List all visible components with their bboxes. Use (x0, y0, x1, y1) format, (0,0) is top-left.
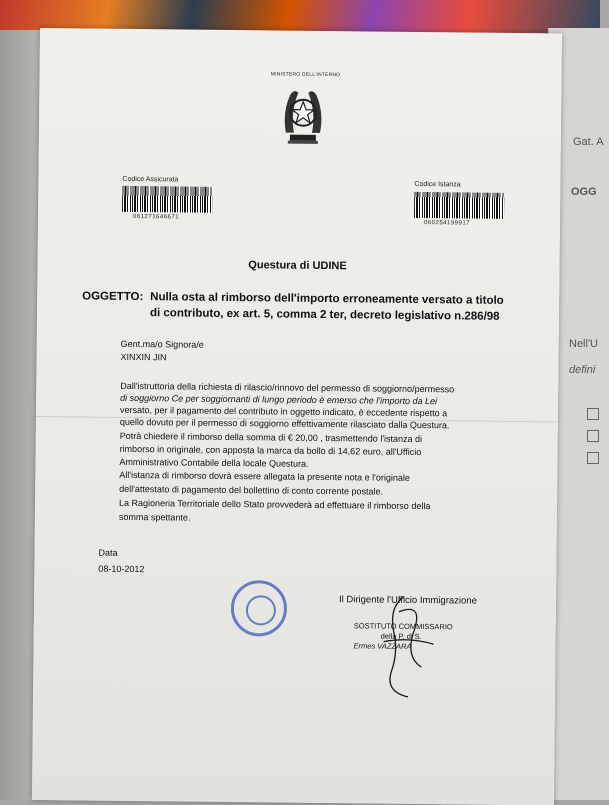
oggetto-label: OGGETTO: (82, 290, 144, 304)
body-line: All'istanza di rimborso dovrà essere allegata la presente nota e l'originale (119, 469, 410, 483)
codice-istanza-label: Codice Istanza (414, 180, 461, 189)
body-line: La Ragioneria Territoriale dello Stato provvederà ad effettuare il rimborso della (118, 497, 431, 512)
oggetto-line-2: di contributo, ex art. 5, comma 2 ter, decreto legislativo n.286/98 (149, 307, 500, 323)
body-line: Dall'istruttoria della richiesta di rilascio/rinnovo del permesso di soggiorno/permesso (120, 380, 455, 395)
body-line: rimborso in originale, con apposta la marca da bollo di 14,62 euro, all'Ufficio (119, 443, 422, 458)
adjacent-checkbox (587, 430, 599, 442)
body-line: Potrà chiedere il rimborso della somma di € 20,00 , trasmettendo l'istanza di (119, 430, 423, 445)
codice-istanza-number: 060254199917 (423, 220, 471, 227)
oggetto-line-1: Nulla osta al rimborso dell'importo erroneamente versato a titolo (150, 291, 504, 307)
date-value: 08-10-2012 (98, 563, 145, 575)
barcode-assicurata (122, 186, 212, 213)
adjacent-checkbox (587, 452, 599, 464)
official-stamp (231, 580, 288, 637)
signatory-name: Ermes VAZZARA (353, 641, 412, 651)
italian-emblem-icon (280, 83, 327, 147)
signatory-rank: della P. di S. (380, 631, 422, 642)
body-line: dell'attestato di pagamento del bollettino di conto corrente postale. (119, 483, 384, 497)
recipient-name: XINXIN JIN (120, 351, 167, 363)
codice-assicurata-label: Codice Assicurata (122, 175, 179, 184)
salutation: Gent.ma/o Signora/e (120, 338, 204, 350)
body-line: di soggiorno Ce per soggiornanti di lungo periodo è emerso che l'importo da Lei (120, 392, 438, 407)
adjacent-sheet-text-2: OGG (571, 186, 597, 198)
questura-heading: Questura di UDINE (248, 259, 347, 273)
body-line: versato, per il pagamento del contributo in oggetto indicato, è eccedente rispetto a (119, 404, 448, 419)
handwritten-signature (363, 591, 444, 702)
body-line: quello dovuto per il permesso di soggiorno effettivamente rilasciato dalla Questura. (119, 416, 450, 431)
barcode-istanza (414, 192, 504, 219)
date-label: Data (98, 547, 118, 558)
ministry-caption: MINISTERO DELL'INTERNO (270, 71, 341, 79)
adjacent-sheet-text-4: defini (569, 364, 596, 376)
adjacent-checkbox (587, 408, 599, 420)
adjacent-sheet-text-3: Nell'U (569, 338, 598, 350)
codice-assicurata-number: 061271646671 (132, 213, 180, 221)
body-line: somma spettante. (118, 511, 191, 523)
letter-document (32, 28, 562, 805)
signatory-role: SOSTITUTO COMMISSARIO (353, 621, 453, 632)
body-line: Amministrativo Contabile della locale Questura. (119, 456, 309, 469)
signatory-title: Il Dirigente l'Ufficio Immigrazione (338, 594, 477, 607)
adjacent-sheet-text-1: Gat. A (573, 136, 604, 148)
